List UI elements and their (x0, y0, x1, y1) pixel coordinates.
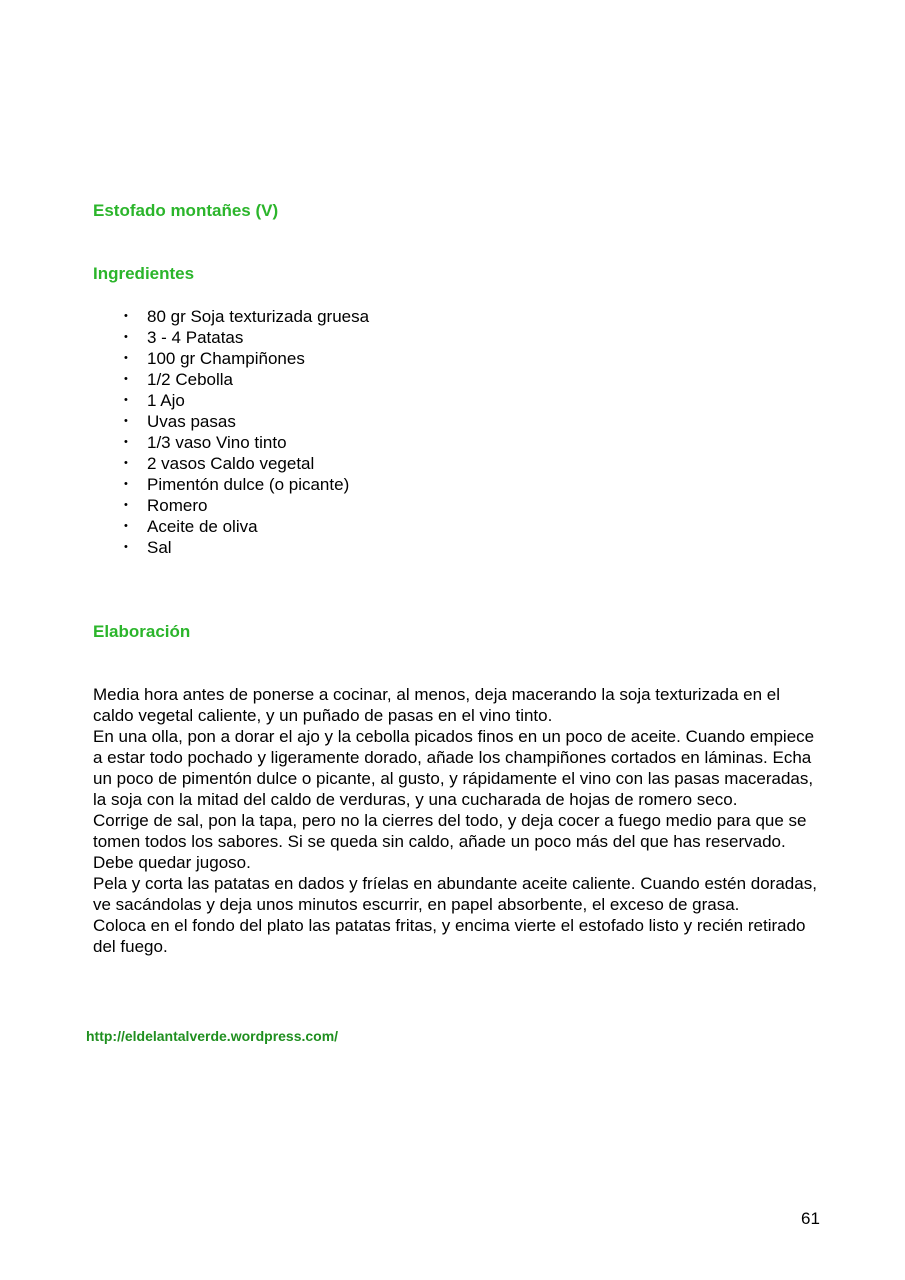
bullet-icon: • (124, 373, 128, 385)
elaboration-heading: Elaboración (93, 622, 191, 641)
page-number: 61 (801, 1209, 820, 1228)
list-item (120, 327, 369, 348)
ingredients-heading: Ingredientes (93, 264, 195, 283)
elaboration-paragraph: Corrige de sal, pon la tapa, pero no la cierres del todo, y deja cocer a fuego medio para que se tomen todos los sabores. Si se queda sin caldo, añade un poco más del que has reservado. Debe quedar jugoso. (93, 811, 807, 872)
bullet-icon: • (124, 499, 128, 511)
bullet-icon: • (124, 310, 128, 322)
ingredients-list (120, 306, 369, 558)
ingredient-text: Aceite de oliva (147, 517, 258, 536)
ingredient-text: 80 gr Soja texturizada gruesa (147, 307, 370, 326)
bullet-icon: • (124, 331, 128, 343)
ingredient-text: Sal (147, 538, 172, 557)
bullet-icon: • (124, 541, 128, 553)
list-item (120, 390, 369, 411)
bullet-icon: • (124, 394, 128, 406)
ingredient-text: 1/2 Cebolla (147, 370, 234, 389)
ingredient-text: 1/3 vaso Vino tinto (147, 433, 287, 452)
elaboration-paragraph: Pela y corta las patatas en dados y fríelas en abundante aceite caliente. Cuando estén doradas, ve sacándolas y deja unos minutos escurrir, en papel absorbente, el exceso de grasa. (93, 874, 817, 914)
list-item (120, 348, 369, 369)
ingredient-text: Romero (147, 496, 208, 515)
list-item (120, 411, 369, 432)
list-item (120, 516, 369, 537)
list-item (120, 306, 369, 327)
ingredient-text: 3 - 4 Patatas (147, 328, 244, 347)
bullet-icon: • (124, 457, 128, 469)
list-item (120, 495, 369, 516)
ingredient-text: 100 gr Champiñones (147, 349, 305, 368)
bullet-icon: • (124, 352, 128, 364)
list-item (120, 453, 369, 474)
list-item (120, 474, 369, 495)
bullet-icon: • (124, 478, 128, 490)
elaboration-paragraph: En una olla, pon a dorar el ajo y la cebolla picados finos en un poco de aceite. Cuando empiece a estar todo pochado y ligeramente dorado, añade los champiñones cortados en láminas. Echa un poco de pimentón dulce o picante, al gusto, y rápidamente el vino con las pasas maceradas, la soja con la mitad del caldo de verduras, y una cucharada de hojas de romero seco. (93, 727, 815, 809)
ingredient-text: Uvas pasas (147, 412, 236, 431)
list-item (120, 537, 369, 558)
elaboration-body (93, 684, 823, 957)
recipe-title: Estofado montañes (V) (93, 201, 279, 220)
ingredient-text: 1 Ajo (147, 391, 185, 410)
source-link[interactable]: http://eldelantalverde.wordpress.com/ (86, 1028, 339, 1044)
bullet-icon: • (124, 415, 128, 427)
elaboration-paragraph: Media hora antes de ponerse a cocinar, al menos, deja macerando la soja texturizada en el caldo vegetal caliente, y un puñado de pasas en el vino tinto. (93, 685, 781, 725)
list-item (120, 432, 369, 453)
ingredient-text: 2 vasos Caldo vegetal (147, 454, 315, 473)
list-item (120, 369, 369, 390)
ingredient-text: Pimentón dulce (o picante) (147, 475, 350, 494)
elaboration-paragraph: Coloca en el fondo del plato las patatas fritas, y encima vierte el estofado listo y recién retirado del fuego. (93, 916, 806, 956)
bullet-icon: • (124, 520, 128, 532)
bullet-icon: • (124, 436, 128, 448)
